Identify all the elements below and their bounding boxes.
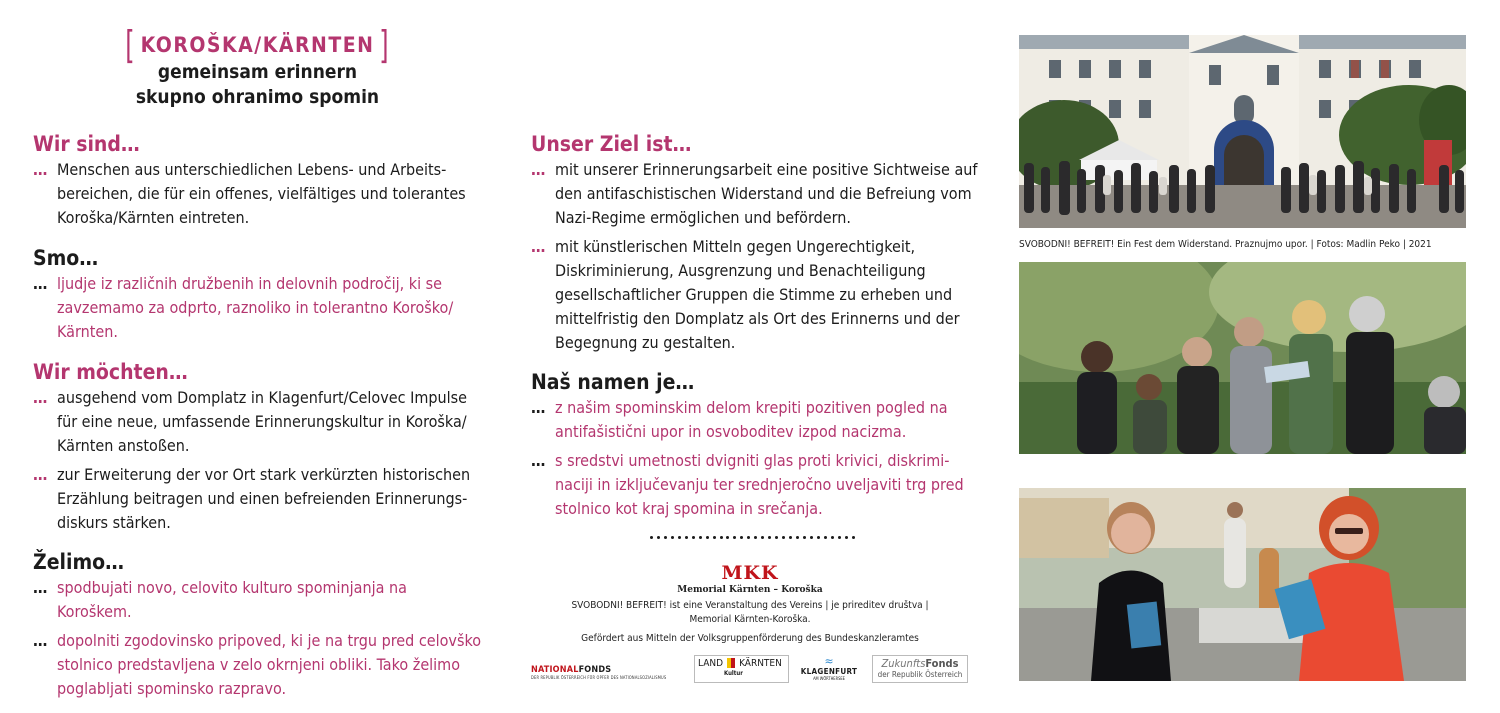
photo-caption: SVOBODNI! BEFREIT! Ein Fest dem Widerstand. Praznujmo upor. | Fotos: Madlin Peko | 2021 — [1019, 239, 1432, 250]
section-unser-ziel — [531, 130, 981, 360]
section-title: Želimo… — [33, 550, 125, 574]
mkk-abbr: MKK — [721, 562, 779, 584]
ellipsis-icon: … — [531, 237, 546, 256]
section-title: Naš namen je… — [531, 370, 695, 394]
ellipsis-icon: … — [531, 451, 546, 470]
section-zelimo — [33, 548, 483, 706]
section-wir-moechten — [33, 358, 483, 540]
klagenfurt-logo: ≈ KLAGENFURT AM WÖRTHERSEE — [800, 654, 858, 681]
section-nas-namen — [531, 368, 981, 526]
photo-domplatz-crowd — [1019, 35, 1466, 228]
photo-two-women — [1019, 488, 1466, 681]
list-item: … s sredstvi umetnosti dvigniti glas proti krivici, diskrimi-naciji in izključevanju ter srednjeročno uveljaviti trg pred stolnico kot kraj spomina in srečanja. — [531, 451, 964, 518]
list-item: … mit unserer Erinnerungsarbeit eine positive Sichtweise auf den antifaschistischen Widerstand und die Befreiung vom Nazi-Regime ermöglichen und befördern. — [531, 160, 978, 227]
section-wir-sind — [33, 130, 483, 235]
brand-title — [120, 23, 395, 67]
ellipsis-icon: … — [33, 631, 48, 650]
bracket-left-icon: [ — [124, 23, 136, 67]
section-title: Wir möchten… — [33, 360, 188, 384]
slogan-sl: skupno ohranimo spomin — [135, 86, 380, 108]
brand-text: KOROŠKA/KÄRNTEN — [140, 33, 375, 57]
list-item: … zur Erweiterung der vor Ort stark verkürzten historischen Erzählung beitragen und einen befreienden Erinnerungs-diskurs stärken. — [33, 465, 471, 532]
list-item: … Menschen aus unterschiedlichen Lebens- und Arbeits-bereichen, die für ein offenes, vielfältiges und tolerantes Koroška/Kärnten eintreten. — [33, 160, 466, 227]
dragon-icon: ≈ — [824, 654, 834, 668]
sponsor-logos — [531, 655, 971, 685]
list-item: … ausgehend vom Domplatz in Klagenfurt/Celovec Impulse für eine neue, umfassende Erinnerungskultur in Koroška/ Kärnten anstoßen. — [33, 388, 467, 455]
list-item: … z našim spominskim delom krepiti pozitiven pogled na antifašistični upor in osvoboditev izpod nacizma. — [531, 398, 948, 441]
bracket-right-icon: ] — [379, 23, 391, 67]
list-item: … dopolniti zgodovinsko pripoved, ki je na trgu pred celovško stolnico predstavljena v zelo okrnjeni obliki. Tako želimo poglabljati spominsko razpravo. — [33, 631, 482, 698]
mkk-name: Memorial Kärnten – Koroška — [677, 585, 823, 595]
photo-group-table — [1019, 262, 1466, 454]
flag-icon — [727, 658, 735, 668]
ellipsis-icon: … — [33, 160, 48, 179]
ellipsis-icon: … — [33, 465, 48, 484]
list-item: … mit künstlerischen Mitteln gegen Ungerechtigkeit, Diskriminierung, Ausgrenzung und Benachteiligung gesellschaftlicher Gruppen die Stimme zu erheben und mittelfristig den Domplatz als Ort des Erinnerns und der Begegnung zu gestalten. — [531, 237, 960, 352]
mkk-logo — [620, 562, 880, 596]
ellipsis-icon: … — [33, 388, 48, 407]
section-smo — [33, 244, 483, 349]
land-kaernten-logo: LAND KÄRNTEN Kultur — [694, 655, 789, 683]
logo-block — [120, 23, 395, 110]
ellipsis-icon: … — [531, 160, 546, 179]
ellipsis-icon: … — [33, 274, 48, 293]
ellipsis-icon: … — [33, 578, 48, 597]
section-title: Unser Ziel ist… — [531, 132, 692, 156]
list-item: … ljudje iz različnih družbenih in delovnih področij, ki se zavzemamo za odprto, raznoliko in tolerantno Koroško/ Kärnten. — [33, 274, 454, 341]
credit-line-2: Memorial Kärnten-Koroška. — [689, 614, 811, 625]
zukunftsfonds-logo: ZukunftsFonds der Republik Österreich — [872, 655, 968, 683]
credit-line-3: Gefördert aus Mitteln der Volksgruppenförderung des Bundeskanzleramtes — [581, 633, 919, 644]
section-title: Smo… — [33, 246, 99, 270]
dotted-divider — [650, 536, 855, 546]
nationalfonds-logo: NATIONALFONDS DER REPUBLIK ÖSTERREICH FÜR OPFER DES NATIONALSOZIALISMUS — [531, 665, 667, 680]
ellipsis-icon: … — [531, 398, 546, 417]
credit-line-1: SVOBODNI! BEFREIT! ist eine Veranstaltung des Vereins | je prireditev društva | — [571, 600, 929, 611]
section-title: Wir sind… — [33, 132, 140, 156]
list-item: … spodbujati novo, celovito kulturo spominjanja na Koroškem. — [33, 578, 407, 621]
slogan-de: gemeinsam erinnern — [157, 61, 358, 83]
